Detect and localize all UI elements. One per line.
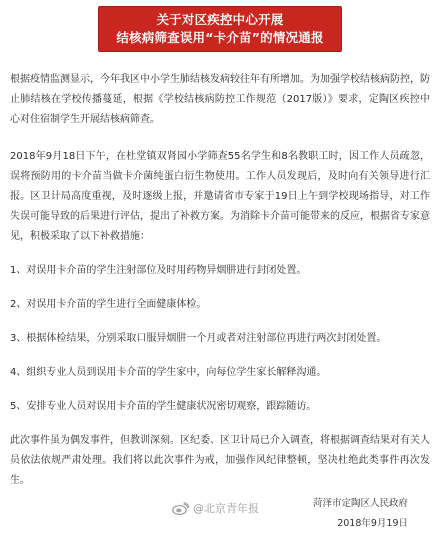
watermark-text: @北京青年报	[193, 502, 259, 515]
paragraph-intro: 根据疫情监测显示，今年我区中小学生肺结核发病较往年有所增加。为加强学校结核病防控，防止肺结核在学校传播蔓延，根据《学校结核病防控工作规范（2017版）》要求，定陶区疾控中心对住宿制学生开展结核病筛查。	[10, 74, 430, 125]
measure-item-2: 2、对误用卡介苗的学生进行全面健康体检。	[10, 299, 207, 310]
title-line-1: 关于对区疾控中心开展	[156, 12, 284, 27]
paragraph-conclusion: 此次事件虽为偶发事件，但教训深刻。区纪委、区卫计局已介入调查，将根据调查结果对有关人员依法依规严肃处理。我们将以此次事件为戒，加强作风纪律整顿，坚决杜绝此类事件再次发生。	[10, 435, 430, 486]
notice-body	[10, 70, 430, 491]
measure-item-4: 4、组织专业人员到误用卡介苗的学生家中，向每位学生家长解释沟通。	[10, 367, 327, 378]
title-banner	[98, 6, 342, 52]
weibo-icon	[172, 502, 189, 515]
measure-item-1: 1、对误用卡介苗的学生注射部位及时用药物异烟肼进行封闭处置。	[10, 265, 307, 276]
measure-item-5: 5、安排专业人员对误用卡介苗的学生健康状况密切观察，跟踪随访。	[10, 401, 317, 412]
issuing-organization: 菏泽市定陶区人民政府	[312, 498, 408, 509]
signature-block	[313, 494, 408, 534]
watermark	[172, 500, 259, 516]
issue-date: 2018年9月19日	[337, 518, 408, 529]
title-line-2: 结核病筛查误用“卡介苗”的情况通报	[116, 30, 324, 45]
paragraph-incident: 2018年9月18日下午，在杜堂镇双肾园小学筛查55名学生和8名教职工时，因工作人员疏忽，误将预防用的卡介苗当做卡介菌纯蛋白衍生物使用。工作人员发现后，及时向有关领导进行汇报。区卫计局高度重视，及时逐级上报，并邀请省市专家于19日上午到学校现场指导，对工作失误可能导致的后果进行评估，提出了补救方案。为消除卡介苗可能带来的反应，根据省专家意见，积极采取了以下补救措施：	[10, 151, 430, 242]
measure-item-3: 3、根据体检结果，分别采取口服异烟肼一个月或者对注射部位再进行两次封闭处置。	[10, 333, 387, 344]
